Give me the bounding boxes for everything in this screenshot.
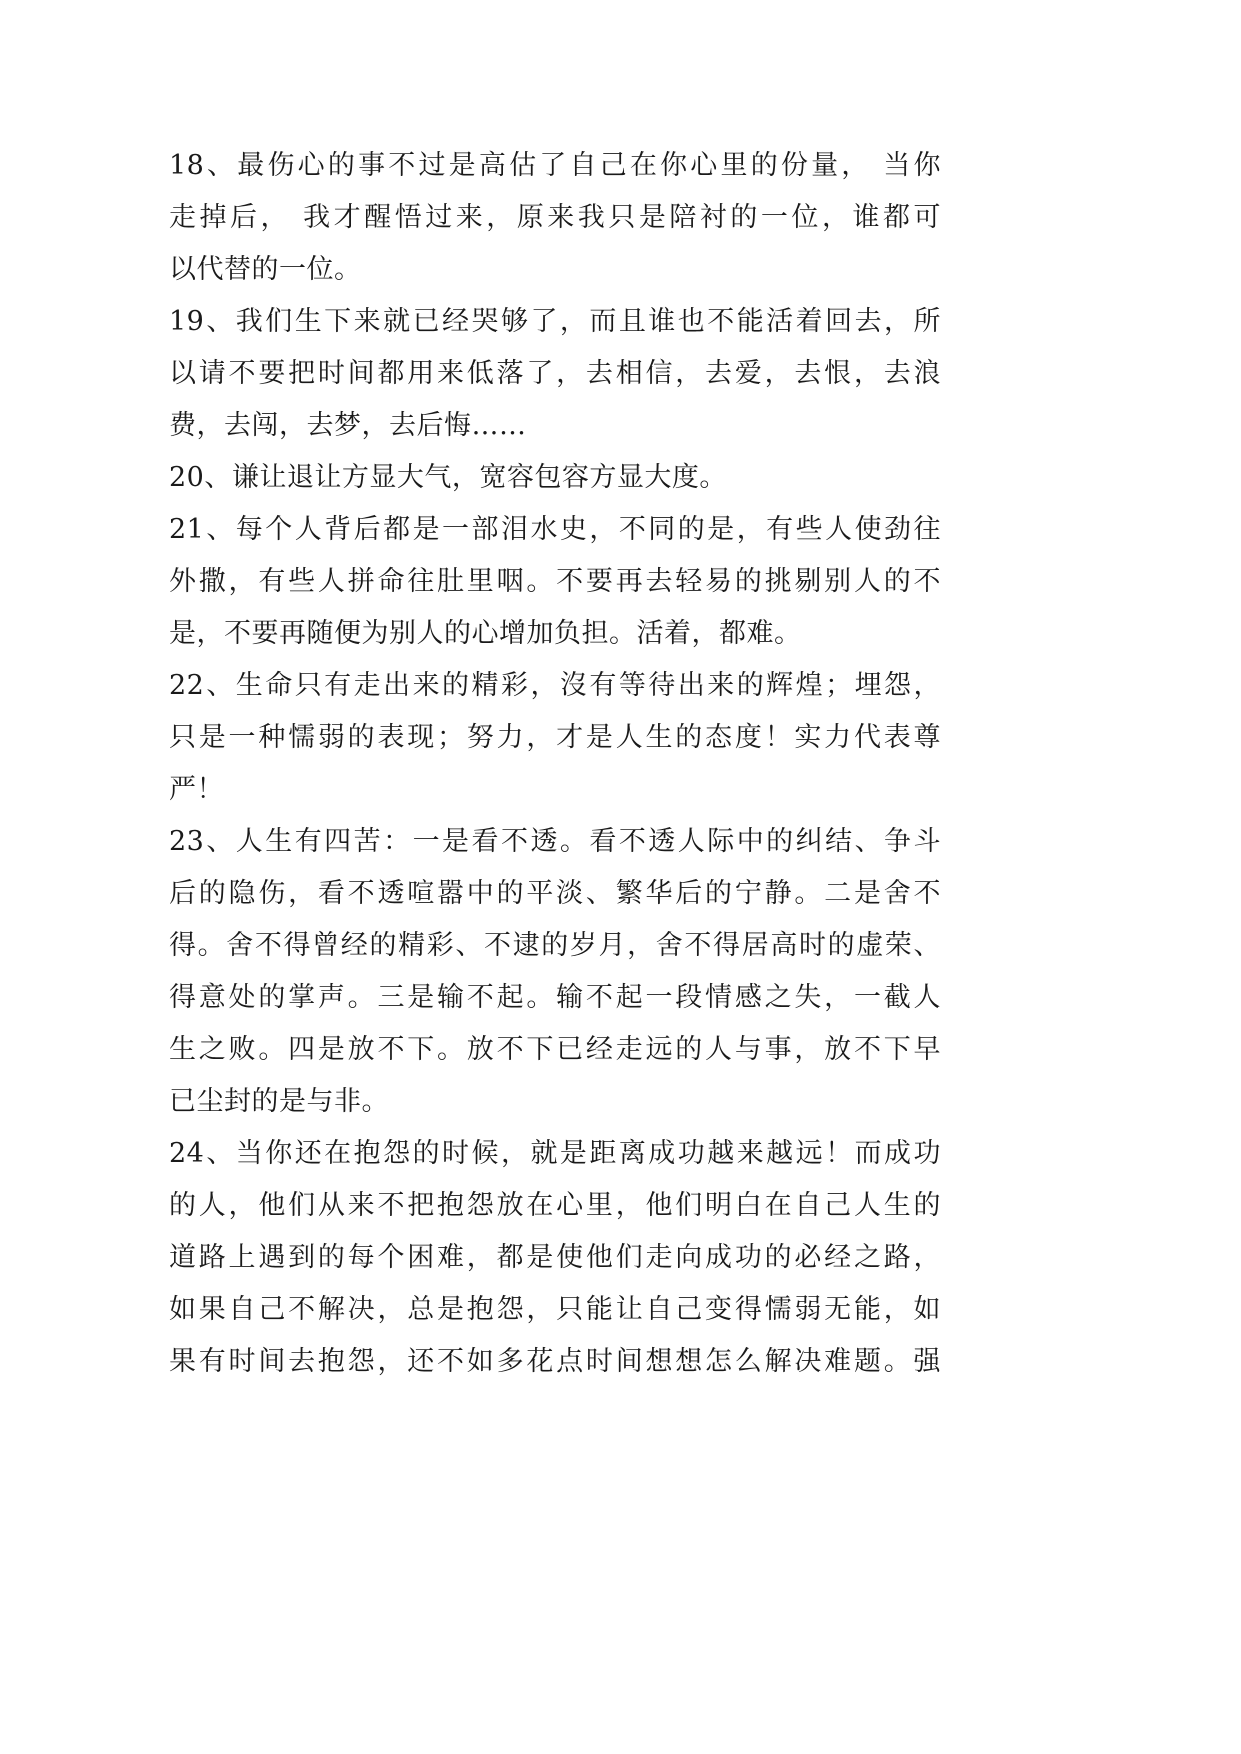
text-line: 22、生命只有走出来的精彩，沒有等待出来的辉煌；埋怨， [169, 670, 941, 701]
text-line: 严！ [169, 774, 224, 805]
text-line: 24、当你还在抱怨的时候，就是距离成功越来越远！而成功 [169, 1138, 941, 1169]
text-line: 已尘封的是与非。 [169, 1086, 389, 1117]
text-line: 21、每个人背后都是一部泪水史，不同的是，有些人使劲往 [169, 514, 941, 545]
paragraph-23 [169, 816, 941, 1128]
text-line: 如果自己不解决，总是抱怨，只能让自己变得懦弱无能，如 [169, 1294, 941, 1325]
text-line: 20、谦让退让方显大气，宽容包容方显大度。 [169, 462, 727, 493]
paragraph-18 [169, 140, 941, 296]
text-line: 道路上遇到的每个困难，都是使他们走向成功的必经之路， [169, 1242, 941, 1273]
text-line: 的人，他们从来不把抱怨放在心里，他们明白在自己人生的 [169, 1190, 941, 1221]
text-line: 得。舍不得曾经的精彩、不逮的岁月，舍不得居高时的虚荣、 [169, 930, 941, 961]
text-line: 23、人生有四苦：一是看不透。看不透人际中的纠结、争斗 [169, 826, 941, 857]
text-line: 走掉后， 我才醒悟过来，原来我只是陪衬的一位，谁都可 [169, 202, 941, 233]
paragraph-20 [169, 452, 941, 504]
text-line: 19、我们生下来就已经哭够了，而且谁也不能活着回去，所 [169, 306, 941, 337]
text-line: 只是一种懦弱的表现；努力，才是人生的态度！实力代表尊 [169, 722, 941, 753]
text-line: 后的隐伤，看不透喧嚣中的平淡、繁华后的宁静。二是舍不 [169, 878, 941, 909]
paragraph-22 [169, 660, 941, 816]
document-page [169, 140, 941, 1388]
text-line: 果有时间去抱怨，还不如多花点时间想想怎么解决难题。强 [169, 1346, 941, 1377]
paragraph-19 [169, 296, 941, 452]
text-line: 费，去闯，去梦，去后悔…… [169, 410, 527, 441]
text-line: 生之败。四是放不下。放不下已经走远的人与事，放不下早 [169, 1034, 941, 1065]
text-line: 外撒，有些人拼命往肚里咽。不要再去轻易的挑剔别人的不 [169, 566, 941, 597]
text-line: 18、最伤心的事不过是高估了自己在你心里的份量， 当你 [169, 150, 941, 181]
paragraph-21 [169, 504, 941, 660]
paragraph-24 [169, 1128, 941, 1388]
text-line: 以请不要把时间都用来低落了，去相信，去爱，去恨，去浪 [169, 358, 941, 389]
text-line: 以代替的一位。 [169, 254, 362, 285]
text-line: 得意处的掌声。三是输不起。输不起一段情感之失，一截人 [169, 982, 941, 1013]
text-line: 是，不要再随便为别人的心增加负担。活着，都难。 [169, 618, 802, 649]
